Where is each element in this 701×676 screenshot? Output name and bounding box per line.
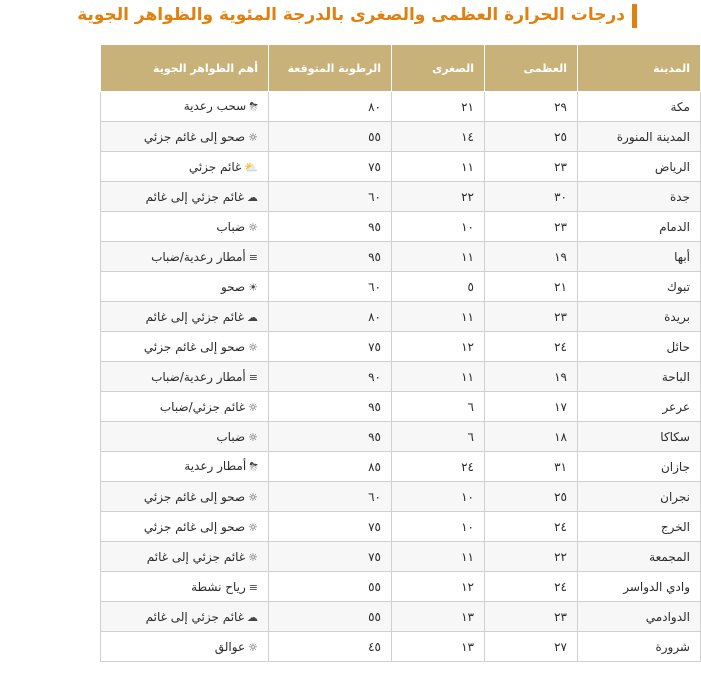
min-temp-cell: ١٠	[392, 512, 485, 542]
table-row	[101, 392, 701, 422]
phenomena-cell	[101, 152, 269, 182]
max-temp-cell: ٢٥	[485, 122, 578, 152]
phenomena-cell	[101, 92, 269, 122]
table-row	[101, 512, 701, 542]
header-max: العظمى	[485, 45, 578, 92]
city-cell: الدمام	[578, 212, 701, 242]
min-temp-cell: ١١	[392, 242, 485, 272]
sun-haze-icon: ☼	[248, 220, 258, 234]
phenomena-cell	[101, 482, 269, 512]
max-temp-cell: ٢٩	[485, 92, 578, 122]
table-row	[101, 242, 701, 272]
max-temp-cell: ١٩	[485, 242, 578, 272]
phenomena-cell	[101, 542, 269, 572]
sun-haze-icon: ☼	[248, 520, 258, 534]
humidity-cell: ٥٥	[269, 602, 392, 632]
phenomena-text: غائم جزئي إلى غائم	[145, 189, 244, 204]
table-row	[101, 182, 701, 212]
sun-haze-icon: ☼	[248, 430, 258, 444]
humidity-cell: ٩٥	[269, 392, 392, 422]
weather-table	[100, 44, 701, 662]
phenomena-text: غائم جزئي إلى غائم	[145, 309, 244, 324]
humidity-cell: ٨٠	[269, 302, 392, 332]
table-row	[101, 152, 701, 182]
min-temp-cell: ٦	[392, 392, 485, 422]
city-cell: أبها	[578, 242, 701, 272]
table-row	[101, 122, 701, 152]
phenomena-cell	[101, 572, 269, 602]
sun-haze-icon: ☼	[248, 490, 258, 504]
city-cell: جدة	[578, 182, 701, 212]
humidity-cell: ٤٥	[269, 632, 392, 662]
table-body	[101, 92, 701, 662]
phenomena-cell	[101, 422, 269, 452]
city-cell: سكاكا	[578, 422, 701, 452]
phenomena-text: أمطار رعدية/ضباب	[151, 249, 246, 264]
humidity-cell: ٥٥	[269, 572, 392, 602]
max-temp-cell: ٢٤	[485, 332, 578, 362]
min-temp-cell: ١٠	[392, 482, 485, 512]
max-temp-cell: ٢١	[485, 272, 578, 302]
phenomena-text: صحو إلى غائم جزئي	[143, 339, 246, 354]
phenomena-cell	[101, 602, 269, 632]
humidity-cell: ٦٠	[269, 182, 392, 212]
phenomena-text: ضباب	[216, 219, 246, 234]
phenomena-cell	[101, 452, 269, 482]
humidity-cell: ٧٥	[269, 152, 392, 182]
city-cell: الخرج	[578, 512, 701, 542]
phenomena-text: صحو إلى غائم جزئي	[143, 519, 246, 534]
phenomena-text: صحو	[220, 279, 246, 294]
min-temp-cell: ٥	[392, 272, 485, 302]
humidity-cell: ٧٥	[269, 332, 392, 362]
wind-rain-icon: ≡	[248, 250, 258, 264]
min-temp-cell: ١٤	[392, 122, 485, 152]
phenomena-cell	[101, 302, 269, 332]
min-temp-cell: ٦	[392, 422, 485, 452]
city-cell: الرياض	[578, 152, 701, 182]
humidity-cell: ٩٠	[269, 362, 392, 392]
phenomena-cell	[101, 512, 269, 542]
table-row	[101, 92, 701, 122]
humidity-cell: ٩٥	[269, 242, 392, 272]
sun-haze-icon: ☼	[248, 550, 258, 564]
city-cell: تبوك	[578, 272, 701, 302]
table-row	[101, 212, 701, 242]
page-title: درجات الحرارة العظمى والصغرى بالدرجة المئوية والظواهر الجوية	[77, 5, 625, 25]
phenomena-text: رياح نشطة	[191, 579, 246, 594]
city-cell: جازان	[578, 452, 701, 482]
header-city: المدينة	[578, 45, 701, 92]
min-temp-cell: ١١	[392, 302, 485, 332]
phenomena-text: صحو إلى غائم جزئي	[143, 129, 246, 144]
sun-haze-icon: ☼	[248, 400, 258, 414]
phenomena-text: غائم جزئي إلى غائم	[145, 609, 244, 624]
sun-icon: ☀	[248, 280, 258, 294]
min-temp-cell: ١١	[392, 542, 485, 572]
phenomena-cell	[101, 632, 269, 662]
city-cell: وادي الدواسر	[578, 572, 701, 602]
phenomena-text: غائم جزئي	[188, 159, 242, 174]
table-row	[101, 542, 701, 572]
city-cell: نجران	[578, 482, 701, 512]
table-row	[101, 572, 701, 602]
city-cell: حائل	[578, 332, 701, 362]
city-cell: الدوادمي	[578, 602, 701, 632]
table-row	[101, 362, 701, 392]
humidity-cell: ٧٥	[269, 542, 392, 572]
humidity-cell: ٧٥	[269, 512, 392, 542]
table-row	[101, 452, 701, 482]
max-temp-cell: ٢٣	[485, 212, 578, 242]
wind-rain-icon: ≡	[248, 370, 258, 384]
humidity-cell: ٨٠	[269, 92, 392, 122]
phenomena-cell	[101, 392, 269, 422]
humidity-cell: ٥٥	[269, 122, 392, 152]
header-phenomena: أهم الظواهر الجوية	[101, 45, 269, 92]
humidity-cell: ٩٥	[269, 422, 392, 452]
min-temp-cell: ١٢	[392, 332, 485, 362]
city-cell: عرعر	[578, 392, 701, 422]
header-min: الصغرى	[392, 45, 485, 92]
max-temp-cell: ٢٢	[485, 542, 578, 572]
city-cell: المدينة المنورة	[578, 122, 701, 152]
max-temp-cell: ٢٤	[485, 572, 578, 602]
table-row	[101, 482, 701, 512]
min-temp-cell: ٢٤	[392, 452, 485, 482]
phenomena-text: أمطار رعدية	[184, 459, 247, 473]
min-temp-cell: ١٣	[392, 602, 485, 632]
max-temp-cell: ١٨	[485, 422, 578, 452]
max-temp-cell: ١٩	[485, 362, 578, 392]
table-row	[101, 602, 701, 632]
max-temp-cell: ١٧	[485, 392, 578, 422]
wind-icon: ≡	[248, 580, 258, 594]
thunder-rain-icon: ⛈	[249, 460, 258, 473]
phenomena-text: ضباب	[216, 429, 246, 444]
table-row	[101, 272, 701, 302]
phenomena-cell	[101, 362, 269, 392]
sun-haze-icon: ☼	[248, 340, 258, 354]
thunder-cloud-icon: ⛈	[249, 100, 258, 113]
table-row	[101, 302, 701, 332]
city-cell: شرورة	[578, 632, 701, 662]
max-temp-cell: ٢٣	[485, 602, 578, 632]
city-cell: بريدة	[578, 302, 701, 332]
max-temp-cell: ٣١	[485, 452, 578, 482]
min-temp-cell: ٢١	[392, 92, 485, 122]
humidity-cell: ٦٠	[269, 482, 392, 512]
cloud-icon: ☁	[247, 190, 258, 204]
phenomena-cell	[101, 122, 269, 152]
table-row	[101, 422, 701, 452]
max-temp-cell: ٢٣	[485, 302, 578, 332]
max-temp-cell: ٢٧	[485, 632, 578, 662]
max-temp-cell: ٢٣	[485, 152, 578, 182]
max-temp-cell: ٢٤	[485, 512, 578, 542]
min-temp-cell: ١٠	[392, 212, 485, 242]
sun-haze-icon: ☼	[248, 640, 258, 654]
phenomena-cell	[101, 212, 269, 242]
min-temp-cell: ١١	[392, 152, 485, 182]
phenomena-text: غائم جزئي/ضباب	[159, 399, 246, 414]
min-temp-cell: ١١	[392, 362, 485, 392]
humidity-cell: ٨٥	[269, 452, 392, 482]
phenomena-text: أمطار رعدية/ضباب	[151, 369, 246, 384]
phenomena-text: سحب رعدية	[183, 99, 247, 113]
min-temp-cell: ١٣	[392, 632, 485, 662]
phenomena-cell	[101, 332, 269, 362]
city-cell: المجمعة	[578, 542, 701, 572]
humidity-cell: ٦٠	[269, 272, 392, 302]
cloud-icon: ☁	[247, 310, 258, 324]
phenomena-cell	[101, 242, 269, 272]
table-row	[101, 332, 701, 362]
table-header-row	[101, 45, 701, 92]
max-temp-cell: ٣٠	[485, 182, 578, 212]
phenomena-text: غائم جزئي إلى غائم	[146, 549, 246, 564]
humidity-cell: ٩٥	[269, 212, 392, 242]
city-cell: مكة	[578, 92, 701, 122]
phenomena-cell	[101, 182, 269, 212]
phenomena-text: عوالق	[214, 639, 246, 654]
cloud-icon: ☁	[247, 610, 258, 624]
header-humidity: الرطوبة المتوقعة	[269, 45, 392, 92]
city-cell: الباحة	[578, 362, 701, 392]
phenomena-text: صحو إلى غائم جزئي	[143, 489, 246, 504]
min-temp-cell: ١٢	[392, 572, 485, 602]
table-row	[101, 632, 701, 662]
sun-haze-icon: ☼	[248, 130, 258, 144]
min-temp-cell: ٢٢	[392, 182, 485, 212]
partly-cloudy-icon: ⛅	[244, 160, 258, 174]
phenomena-cell	[101, 272, 269, 302]
max-temp-cell: ٢٥	[485, 482, 578, 512]
